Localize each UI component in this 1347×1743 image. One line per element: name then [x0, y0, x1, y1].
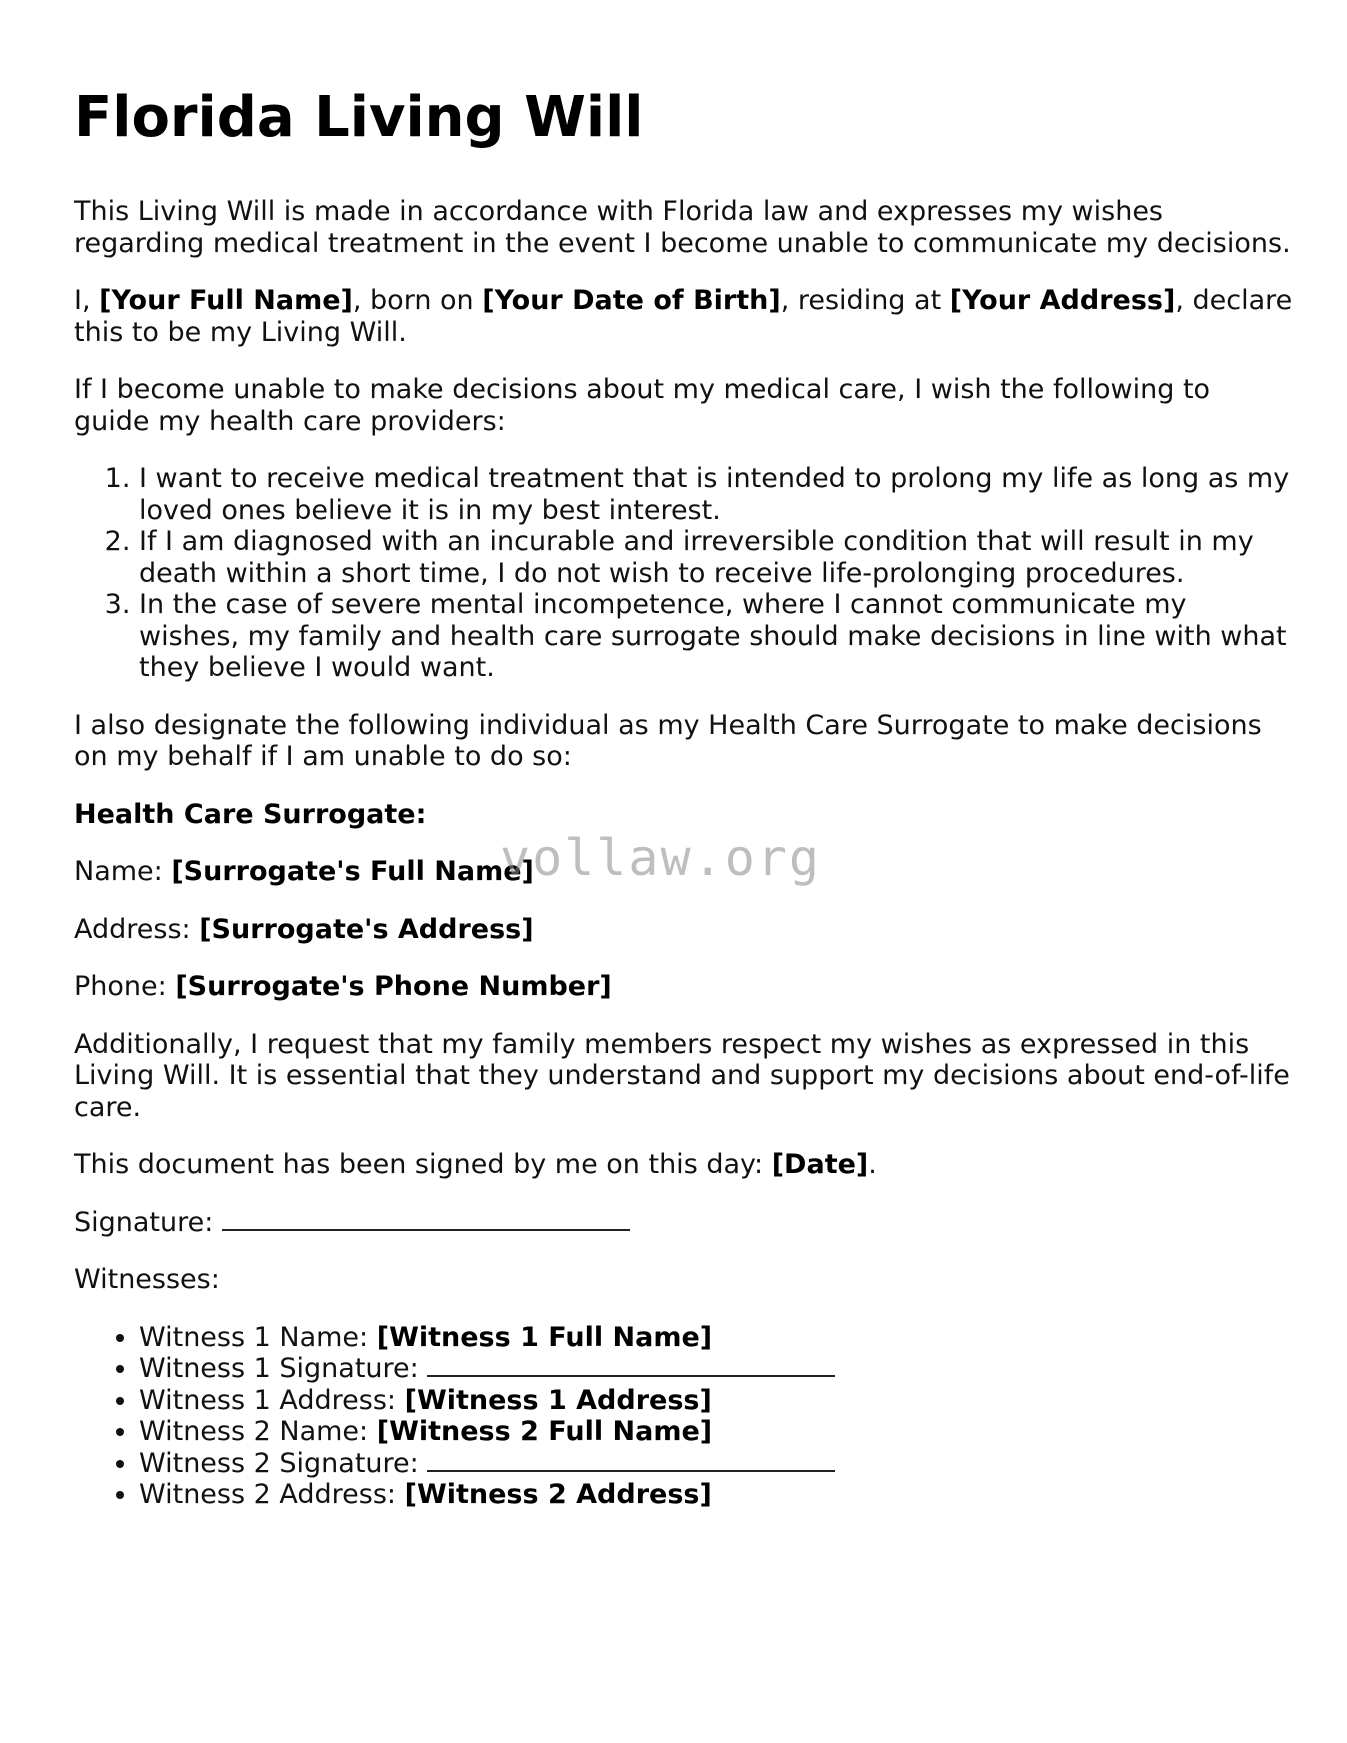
witness-1-address-label: Witness 1 Address:	[139, 1384, 405, 1416]
declaration-suffix: , declare this to be my Living Will.	[74, 285, 1293, 348]
intro-paragraph: This Living Will is made in accordance with Florida law and expresses my wishes regarding medical treatment in the event I become unable to communicate my decisions.	[74, 196, 1291, 259]
signature-label: Signature:	[74, 1206, 222, 1238]
witness-2-signature-item	[139, 1448, 1294, 1480]
residing-at-text: , residing at	[780, 285, 950, 316]
signature-line	[74, 1207, 1294, 1239]
signed-text: This document has been signed by me on this day:	[74, 1149, 772, 1180]
watermark: vollaw.org	[500, 829, 822, 887]
witness-list	[74, 1322, 1294, 1511]
declaration-prefix: I,	[74, 285, 100, 316]
full-name-placeholder: [Your Full Name]	[99, 285, 353, 316]
witness-2-name-label: Witness 2 Name:	[139, 1416, 377, 1447]
surrogate-address-placeholder: [Surrogate's Address]	[199, 913, 534, 945]
surrogate-heading-text: Health Care Surrogate:	[74, 798, 427, 830]
surrogate-phone-line	[74, 971, 1294, 1003]
witness-1-address-placeholder: [Witness 1 Address]	[404, 1384, 712, 1416]
address-placeholder: [Your Address]	[949, 285, 1176, 316]
document-title: Florida Living Will	[74, 85, 644, 150]
witnesses-label: Witnesses:	[74, 1264, 220, 1295]
witness-1-address-item	[139, 1385, 1294, 1417]
document-page	[74, 86, 1294, 1537]
wish-item: 2. If I am diagnosed with an incurable and irreversible condition that will result in my death within a short time, I do not wish to receive life-prolonging procedures.	[139, 526, 1294, 589]
surrogate-phone-label: Phone:	[74, 971, 176, 1002]
declaration-paragraph	[74, 285, 1294, 348]
wish-item: 3. In the case of severe mental incompetence, where I cannot communicate my wishes, my family and health care surrogate should make decisions in line with what they believe I would want.	[139, 589, 1294, 684]
witness-1-name-label: Witness 1 Name:	[139, 1321, 377, 1353]
wish-item: 1. I want to receive medical treatment that is intended to prolong my life as long as my loved ones believe it is in my best interest.	[139, 463, 1294, 526]
surrogate-phone-placeholder: [Surrogate's Phone Number]	[175, 971, 612, 1002]
born-on-text: , born on	[352, 285, 483, 316]
surrogate-address-line	[74, 914, 1294, 946]
surrogate-intro: I also designate the following individual as my Health Care Surrogate to make decisions on my behalf if I am unable to do so:	[74, 709, 1262, 772]
signed-end: .	[868, 1149, 877, 1180]
witness-2-name-item	[139, 1416, 1294, 1448]
witness-2-address-label: Witness 2 Address:	[139, 1479, 405, 1510]
surrogate-name-label: Name:	[74, 856, 172, 887]
witness-2-name-placeholder: [Witness 2 Full Name]	[376, 1416, 713, 1447]
witness-1-signature-item	[139, 1353, 1294, 1385]
witness-1-signature-blank[interactable]	[427, 1353, 835, 1377]
witness-2-address-placeholder: [Witness 2 Address]	[404, 1479, 712, 1510]
witness-1-signature-label: Witness 1 Signature:	[139, 1353, 428, 1384]
surrogate-address-label: Address:	[74, 913, 200, 945]
signed-date-line	[74, 1149, 1294, 1181]
witness-2-signature-label: Witness 2 Signature:	[139, 1447, 428, 1479]
dob-placeholder: [Your Date of Birth]	[482, 285, 781, 316]
wishes-list	[74, 463, 1294, 684]
surrogate-heading	[74, 799, 1294, 831]
witness-1-name-placeholder: [Witness 1 Full Name]	[376, 1321, 713, 1353]
date-placeholder: [Date]	[771, 1149, 869, 1180]
witness-2-address-item	[139, 1479, 1294, 1511]
witness-2-signature-blank[interactable]	[427, 1448, 835, 1472]
guidance-intro: If I become unable to make decisions about my medical care, I wish the following to guide my health care providers:	[74, 374, 1211, 437]
signature-blank[interactable]	[222, 1207, 630, 1231]
witness-1-name-item	[139, 1322, 1294, 1354]
family-request-paragraph: Additionally, I request that my family members respect my wishes as expressed in this Living Will. It is essential that they understand and support my decisions about end-of-life care.	[74, 1028, 1290, 1123]
surrogate-name-placeholder: [Surrogate's Full Name]	[171, 856, 534, 887]
